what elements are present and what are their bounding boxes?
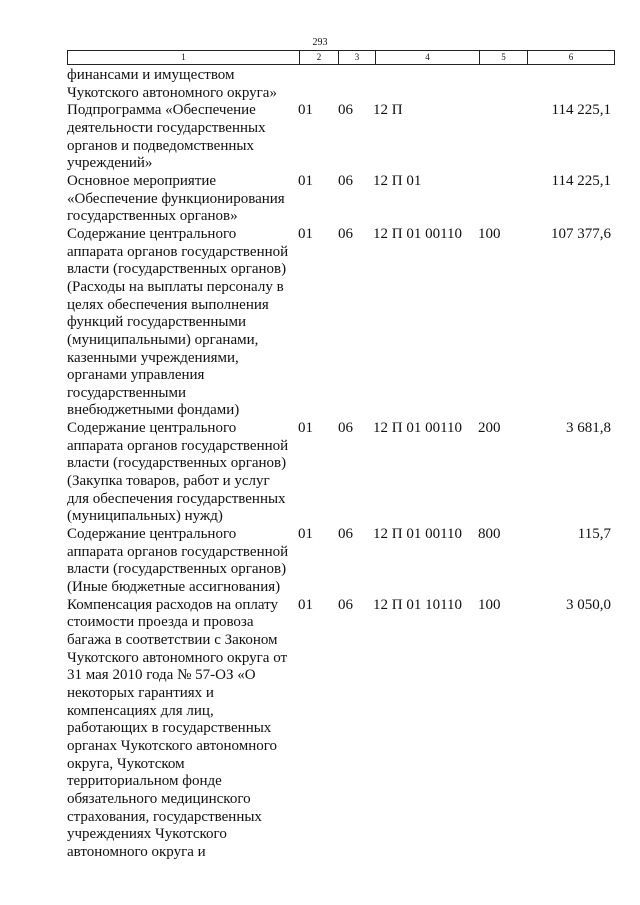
amount — [525, 67, 615, 102]
row-name-line: учреждений» — [67, 155, 153, 172]
column-header-2: 2 — [300, 51, 339, 65]
row-name-line: (Иные бюджетные ассигнования) — [67, 579, 281, 596]
subsection-code: 06 — [338, 526, 353, 543]
amount: 114 225,1 — [551, 172, 611, 189]
expense-type-code: 800 — [478, 526, 501, 543]
row-name — [67, 420, 298, 526]
expense-type-code: 100 — [478, 596, 501, 613]
row-name-line: органами управления — [67, 367, 205, 384]
row-name-line: работающих в государственных — [67, 720, 272, 737]
row-name-line: стоимости проезда и провоза — [67, 614, 254, 631]
row-name-line: (Расходы на выплаты персоналу в — [67, 278, 284, 295]
page-number: 293 — [312, 37, 328, 48]
row-name-line: аппарата органов государственной — [67, 543, 289, 560]
row-name-line: внебюджетными фондами) — [67, 402, 240, 419]
table-row — [67, 226, 615, 420]
row-name-line: компенсациях для лиц, — [67, 702, 214, 719]
section-code: 01 — [298, 420, 313, 437]
row-name-line: страхования, государственных — [67, 808, 262, 825]
expense-type-code — [478, 173, 525, 226]
table-row — [67, 420, 615, 526]
row-name-line: аппарата органов государственной — [67, 243, 289, 260]
target-article-code: 12 П 01 00110 — [373, 526, 463, 543]
row-name-line: власти (государственных органов) — [67, 261, 287, 278]
table-body — [67, 67, 615, 862]
row-name — [67, 526, 298, 597]
expense-type-code: 100 — [478, 225, 501, 242]
row-name-line: государственных органов» — [67, 208, 238, 225]
expense-type-code — [478, 67, 525, 102]
amount: 115,7 — [577, 526, 611, 543]
amount: 3 681,8 — [566, 420, 611, 437]
row-name-line: Компенсация расходов на оплату — [67, 596, 279, 613]
row-name-line: целях обеспечения выполнения — [67, 296, 269, 313]
table-row — [67, 526, 615, 597]
row-name-line: Содержание центрального — [67, 420, 237, 437]
column-header-table — [67, 50, 615, 65]
row-name-line: Подпрограмма «Обеспечение — [67, 102, 256, 119]
row-name-line: государственными — [67, 384, 186, 401]
column-header-1: 1 — [68, 51, 300, 65]
row-name-line: финансами и имуществом — [67, 67, 235, 83]
subsection-code — [338, 67, 373, 102]
target-article-code: 12 П 01 00110 — [373, 420, 463, 437]
row-name — [67, 102, 298, 173]
section-code: 01 — [298, 225, 313, 242]
target-article-code: 12 П — [373, 102, 403, 119]
row-name-line: багажа в соответствии с Законом — [67, 632, 278, 648]
subsection-code: 06 — [338, 172, 353, 189]
row-name-line: обязательного медицинского — [67, 790, 251, 807]
section-code: 01 — [298, 596, 313, 613]
section-code: 01 — [298, 526, 313, 543]
subsection-code: 06 — [338, 225, 353, 242]
amount: 3 050,0 — [566, 596, 611, 613]
row-name-line: Чукотского автономного округа от — [67, 649, 288, 666]
section-code: 01 — [298, 102, 313, 119]
target-article-code — [373, 67, 478, 102]
row-name-line: функций государственными — [67, 314, 246, 331]
row-name-line: (муниципальных) нужд) — [67, 508, 223, 525]
row-name-line: деятельности государственных — [67, 119, 266, 136]
row-name-line: некоторых гарантиях и — [67, 684, 214, 701]
target-article-code: 12 П 01 00110 — [373, 225, 463, 242]
row-name-line: органах Чукотского автономного — [67, 737, 278, 754]
subsection-code: 06 — [338, 102, 353, 119]
column-header-3: 3 — [339, 51, 376, 65]
row-name-line: Содержание центрального — [67, 526, 237, 543]
amount: 114 225,1 — [551, 102, 611, 119]
row-name-line: власти (государственных органов) — [67, 561, 287, 578]
row-name-line: Основное мероприятие — [67, 172, 217, 189]
row-name-line: территориальном фонде — [67, 773, 222, 790]
column-header-6: 6 — [528, 51, 615, 65]
table-row — [67, 67, 615, 102]
row-name-line: органов и подведомственных — [67, 137, 254, 154]
section-code: 01 — [298, 172, 313, 189]
row-name-line: учреждениях Чукотского — [67, 826, 227, 843]
row-name-line: «Обеспечение функционирования — [67, 190, 285, 207]
row-name — [67, 173, 298, 226]
row-name-line: власти (государственных органов) — [67, 455, 287, 472]
row-name-line: округа, Чукотском — [67, 755, 185, 772]
row-name — [67, 597, 298, 862]
subsection-code: 06 — [338, 596, 353, 613]
table-row — [67, 102, 615, 173]
column-header-4: 4 — [376, 51, 480, 65]
subsection-code: 06 — [338, 420, 353, 437]
row-name-line: (Закупка товаров, работ и услуг — [67, 473, 270, 490]
row-name-line: Чукотского автономного округа» — [67, 84, 277, 101]
row-name-line: аппарата органов государственной — [67, 437, 289, 454]
column-header-5: 5 — [480, 51, 528, 65]
target-article-code: 12 П 01 10110 — [373, 596, 463, 613]
row-name-line: 31 мая 2010 года № 57-ОЗ «О — [67, 667, 256, 684]
row-name-line: казенными учреждениями, — [67, 349, 239, 366]
row-name-line: для обеспечения государственных — [67, 490, 286, 507]
target-article-code: 12 П 01 — [373, 172, 422, 189]
section-code — [298, 67, 338, 102]
expense-type-code: 200 — [478, 420, 501, 437]
row-name-line: (муниципальными) органами, — [67, 331, 259, 348]
row-name — [67, 226, 298, 420]
table-row — [67, 597, 615, 862]
expense-type-code — [478, 102, 525, 173]
table-row — [67, 173, 615, 226]
row-name-line: Содержание центрального — [67, 225, 237, 242]
row-name — [67, 67, 298, 102]
amount: 107 377,6 — [551, 225, 611, 242]
row-name-line: автономного округа и — [67, 843, 206, 860]
